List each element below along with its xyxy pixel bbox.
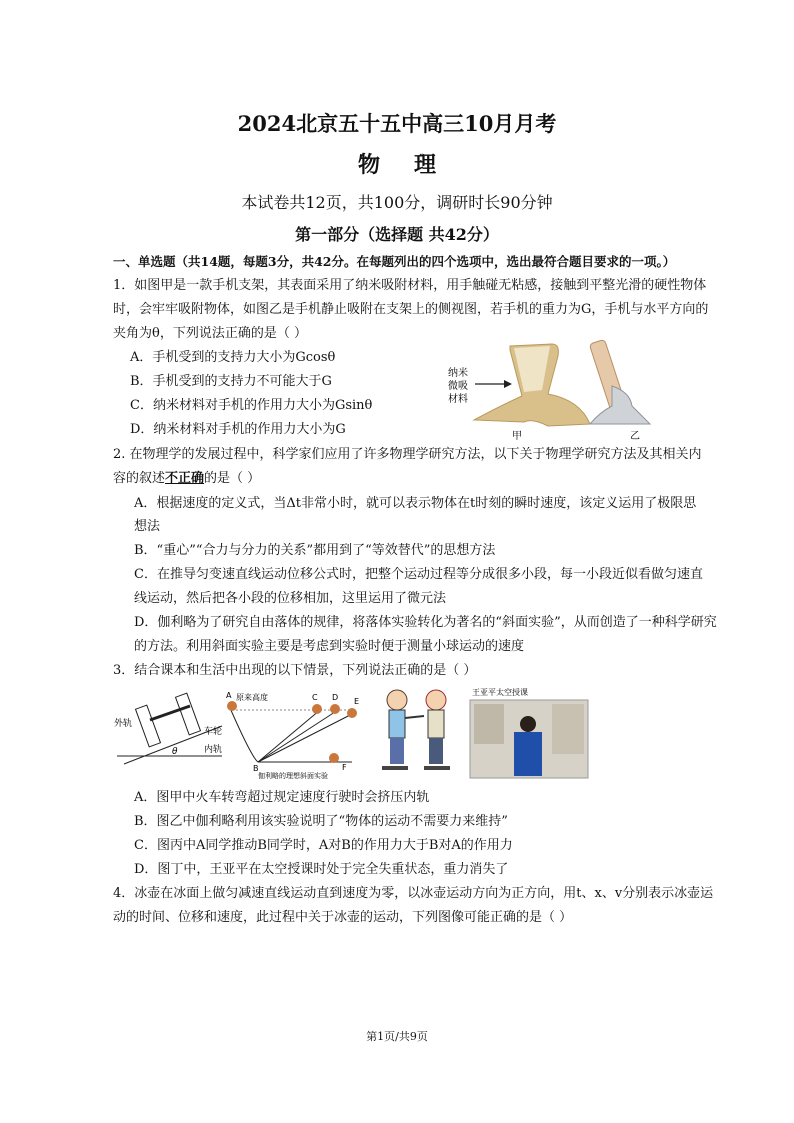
ball-a [227,701,237,711]
phone-stand-figure [440,336,680,446]
theta-label: θ [172,747,178,757]
q3-option-d: D．图丁中，王亚平在太空授课时处于完全失重状态，重力消失了 [134,862,509,877]
student-b-legs [429,738,443,764]
skateboard-b [424,766,450,770]
label-a: A [226,691,232,700]
galileo-caption: 伽利略的理想斜面实验 [258,772,328,780]
caption-yi: 乙 [630,431,640,442]
q3-figures [112,686,592,780]
ball-f [329,753,339,763]
q1-option-a: A．手机受到的支持力大小为Gcosθ [130,350,336,365]
photo-panel-left [474,704,504,744]
students-figure [382,690,450,770]
q4-line1: 4．冰壶在冰面上做匀减速直线运动直到速度为零，以冰壶运动方向为正方向，用t、x、v分别表示冰壶运 [113,886,714,901]
incline-e [258,712,356,762]
ball-e [347,708,357,718]
q2-line2 [113,467,260,490]
outer-rail-label: 外轨 [114,719,133,729]
label-c: C [312,693,318,702]
q2-line2-post: 的是（ ） [204,471,261,486]
q2-option-b: B．“重心”“合力与分力的关系”都用到了“等效替代”的思想方法 [134,543,496,558]
section-heading: 一、单选题（共14题，每题3分，共42分。在每题列出的四个选项中，选出最符合题目要求的一项。） [113,254,676,269]
q1-line3: 夹角为θ，下列说法正确的是（ ） [113,326,307,341]
phone-stand-b [590,386,650,424]
student-a-arm [405,716,424,718]
q2-option-a1: A．根据速度的定义式，当Δt非常小时，就可以表示物体在t时刻的瞬时速度，该定义运用了极限思 [134,496,697,511]
page-footer: 第1页/共9页 [366,1030,428,1043]
q2-line2-pre: 容的叙述 [113,471,166,486]
q2-option-a2: 想法 [134,519,161,534]
wheel-inner [176,693,201,735]
subject-title: 物理 [357,152,470,178]
student-b-body [428,710,444,738]
label-f: F [342,763,347,772]
orig-height-label: 原来高度 [236,693,268,702]
space-caption: 王亚平太空授课 [472,688,528,697]
nano-label-2: 微吸 [448,381,468,392]
q2-option-d2: 的方法。利用斜面实验主要是考虑到实验时便于测量小球运动的速度 [134,639,525,654]
part-heading: 第一部分（选择题 共42分） [295,225,499,244]
student-a-legs [390,738,404,764]
q3-option-b: B．图乙中伽利略利用该实验说明了“物体的运动不需要力来维持” [134,814,508,829]
ball-c [312,704,322,714]
q2-emphasis: 不正确 [165,471,205,486]
q1-line1: 1．如图甲是一款手机支架，其表面采用了纳米吸附材料，用手触碰无粘感，接触到平整光滑的硬性物体 [113,278,707,293]
q2-option-c2: 线运动，然后把各小段的位移相加，这里运用了微元法 [134,591,447,606]
wheel-label: 车轮 [204,727,223,737]
q1-option-c: C．纳米材料对手机的作用力大小为Gsinθ [130,398,373,413]
inner-rail-label: 内轨 [204,745,223,755]
student-a-body [389,710,405,738]
q1-option-b: B．手机受到的支持力不可能大于G [130,374,332,389]
student-b-head [426,690,446,710]
q1-line2: 时，会牢牢吸附物体，如图乙是手机静止吸附在支架上的侧视图，若手机的重力为G，手机与水平方向的 [113,302,709,317]
label-d: D [332,693,339,702]
nano-label-3: 材料 [448,394,468,405]
astronaut-suit [514,732,542,776]
nano-label-1: 纳米 [448,368,468,379]
student-a-head [387,690,407,710]
q1-option-d: D．纳米材料对手机的作用力大小为G [130,422,346,437]
exam-title: 2024北京五十五中高三10月月考 [237,111,557,136]
galileo-incline-figure [226,691,359,780]
incline-c [258,710,320,762]
wheel-outer [136,705,161,747]
ball-d [330,704,340,714]
q2-option-d1: D．伽利略为了研究自由落体的规律，将落体实验转化为著名的“斜面实验”，从而创造了一种科学研究 [134,615,717,630]
exam-info: 本试卷共12页，共100分，调研时长90分钟 [241,193,553,212]
q4-line2: 动的时间、位移和速度，此过程中关于冰壶的运动，下列图像可能正确的是（ ） [113,910,573,925]
caption-jia: 甲 [512,431,522,442]
label-b: B [253,764,259,773]
q3-option-c: C．图丙中A同学推动B同学时，A对B的作用力大于B对A的作用力 [134,838,513,853]
train-track-figure [114,693,222,764]
nano-arrow-head [504,380,512,388]
label-e: E [354,697,360,706]
space-lecture-figure [470,687,588,778]
q3-stem: 3．结合课本和生活中出现的以下情景，下列说法正确的是（ ） [113,663,477,678]
incline-d [258,710,338,762]
q2-line1: 2. 在物理学的发展过程中，科学家们应用了许多物理学研究方法，以下关于物理学研究方法及其相关内 [113,447,702,462]
photo-panel-right [552,704,584,754]
q3-option-a: A．图甲中火车转弯超过规定速度行驶时会挤压内轨 [134,790,430,805]
skateboard-a [382,766,408,770]
astronaut-head [520,716,536,732]
q2-option-c1: C．在推导匀变速直线运动位移公式时，把整个运动过程等分成很多小段，每一小段近似看做匀速直 [134,567,703,582]
